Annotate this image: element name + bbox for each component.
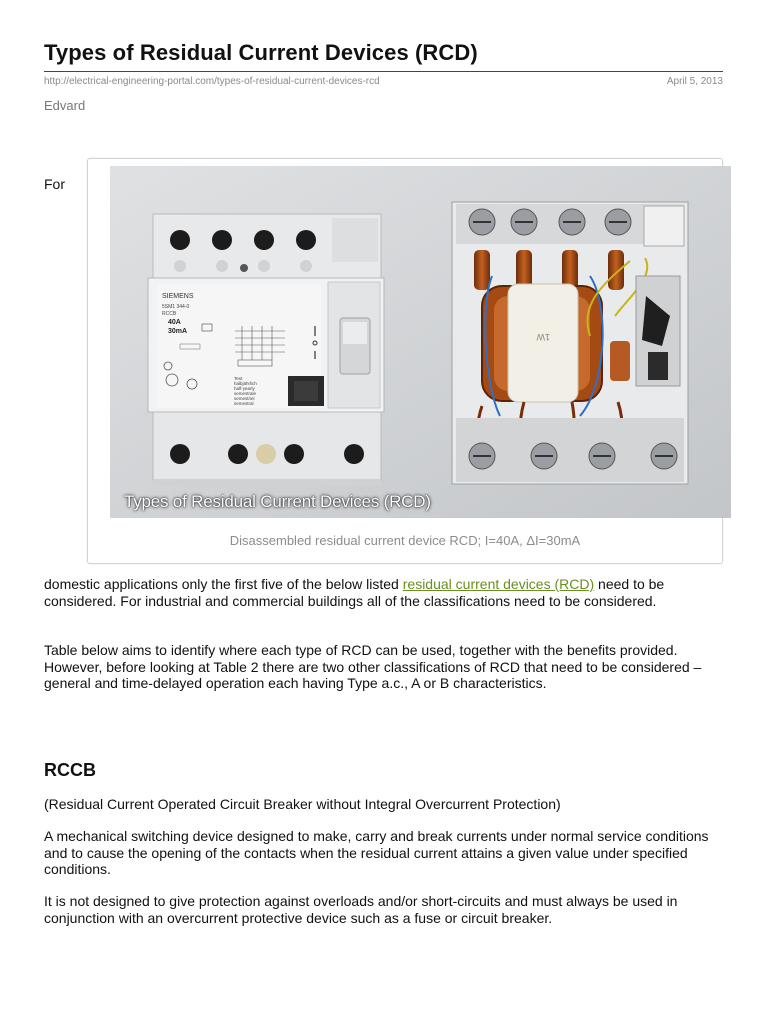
source-url: http://electrical-engineering-portal.com/types-of-residual-current-devices-rcd [44,76,380,87]
test-label-line: semestriel [234,396,255,401]
lead-word: For [44,176,65,192]
publish-date: April 5, 2013 [666,76,723,87]
rating-idn: 30mA [168,328,188,335]
test-label-line: half-yearly [234,386,255,391]
title-divider [44,71,723,72]
device-model: 5SM1 344-0 [162,304,190,310]
figure-caption: Disassembled residual current device RCD; I=40A, ΔI=30mA [229,533,581,548]
device-brand: SIEMENS [162,293,194,300]
figure-box [87,158,723,564]
image-overlay-title: Types of Residual Current Devices (RCD) [124,492,431,511]
test-label-line: semestral [234,401,254,406]
assembled-rcd [148,214,384,486]
test-label-line: halbjährlich [234,381,257,386]
author-name: Edvard [44,98,86,113]
rating-in: 40A [168,319,181,326]
paragraph-2 [44,642,723,692]
paragraph-1-end: need to be considered. For industrial and commercial buildings all of the classifications need to be considered. [44,576,665,609]
section-heading-rccb: RCCB [44,760,96,780]
device-type: RCCB [162,311,177,317]
paragraph-1-start: domestic applications only the first five of the below listed [44,576,403,592]
paragraph-4-text: A mechanical switching device designed to make, carry and break currents under normal service conditions and to cause the opening of the contacts when the residual current attains a given value under specified conditions. [44,828,709,877]
paragraph-1 [44,576,723,609]
disassembled-rcd [452,202,688,484]
paragraph-4 [44,828,723,878]
paragraph-3 [44,796,723,813]
rcd-link[interactable]: residual current devices (RCD) [402,576,595,592]
paragraph-5 [44,893,723,926]
svg-text:1W: 1W [536,332,550,342]
test-label-line: semestrale [234,391,257,396]
rcd-photo [110,166,731,518]
test-label-line: Test [234,376,243,381]
paragraph-5-text: It is not designed to give protection against overloads and/or short-circuits and must always be used in conjunction with an overcurrent protective device such as a fuse or circuit breaker. [44,893,678,926]
rcd-illustration [110,166,731,518]
paragraph-2-text: Table below aims to identify where each type of RCD can be used, together with the benefits provided. However, before looking at Table 2 there are two other classifications of RCD that need to be considered – general and time-delayed operation each having Type a.c., A or B characteristics. [44,642,702,691]
paragraph-3-text: (Residual Current Operated Circuit Breaker without Integral Overcurrent Protection) [44,796,561,812]
page-title: Types of Residual Current Devices (RCD) [44,40,478,65]
